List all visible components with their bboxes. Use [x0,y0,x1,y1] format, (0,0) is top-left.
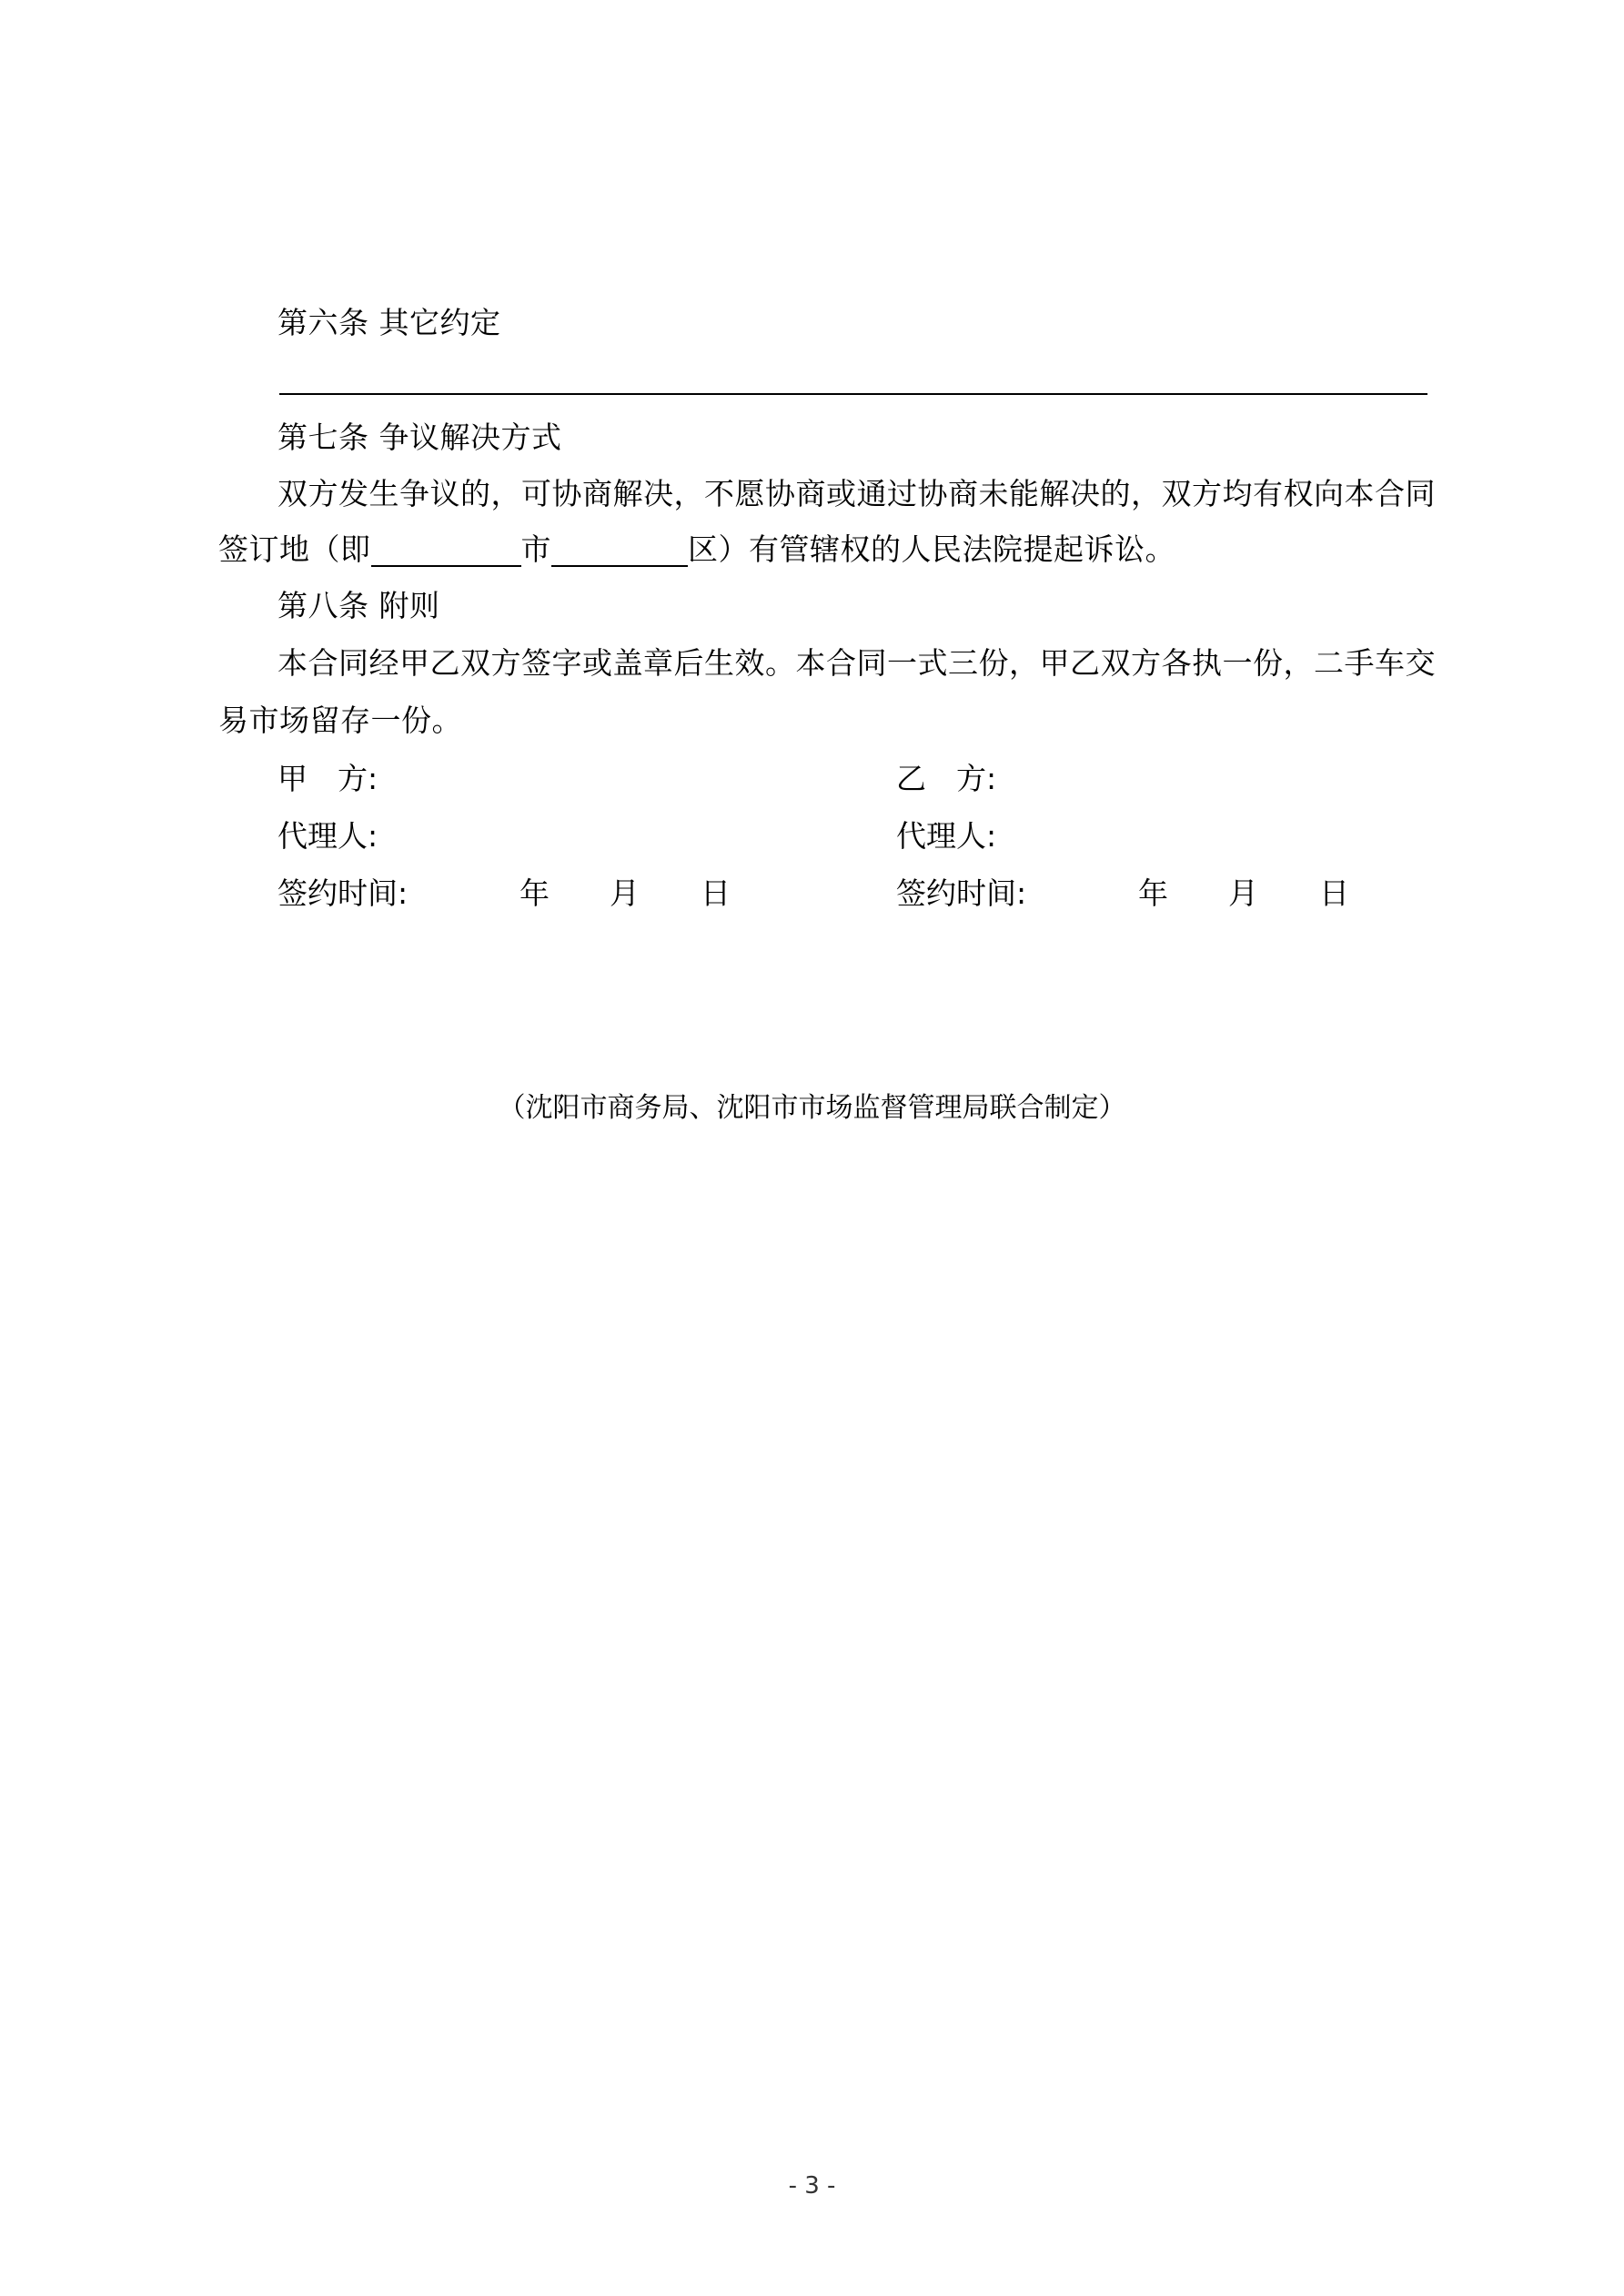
party-b-label: 乙 方: [896,761,997,796]
article7-paragraph-line1: 双方发生争议的，可协商解决，不愿协商或通过协商未能解决的，双方均有权向本合同 [277,476,1436,511]
city-blank-field [371,536,521,567]
issuing-authority-note: （沈阳市商务局、沈阳市市场监督管理局联合制定） [498,1092,1126,1124]
page-number: - 3 - [788,2172,836,2200]
party-b-year-label: 年 [1138,875,1168,911]
article6-blank-rule [279,393,1427,395]
party-a-label: 甲 方: [277,761,378,796]
article7-paragraph-line2 [218,530,1175,570]
article8-heading: 第八条 附则 [277,588,440,623]
party-a-agent-label: 代理人: [277,818,378,854]
article8-paragraph-line1: 本合同经甲乙双方签字或盖章后生效。本合同一式三份，甲乙双方各执一份，二手车交 [277,645,1436,681]
party-a-month-label: 月 [610,875,640,911]
party-b-day-label: 日 [1319,875,1349,911]
article8-paragraph-line2: 易市场留存一份。 [218,703,462,738]
party-a-year-label: 年 [519,875,550,911]
article7-heading: 第七条 争议解决方式 [277,420,562,455]
court-location-prefix: 签订地（即 [218,531,371,567]
party-b-month-label: 月 [1228,875,1258,911]
party-b-date-label: 签约时间: [896,875,1027,911]
city-label: 市 [520,531,551,567]
party-a-date-label: 签约时间: [277,875,409,911]
court-location-suffix: 区）有管辖权的人民法院提起诉讼。 [688,531,1175,567]
party-b-agent-label: 代理人: [896,818,997,854]
district-blank-field [551,536,688,567]
party-a-day-label: 日 [701,875,731,911]
article6-heading: 第六条 其它约定 [277,305,501,340]
